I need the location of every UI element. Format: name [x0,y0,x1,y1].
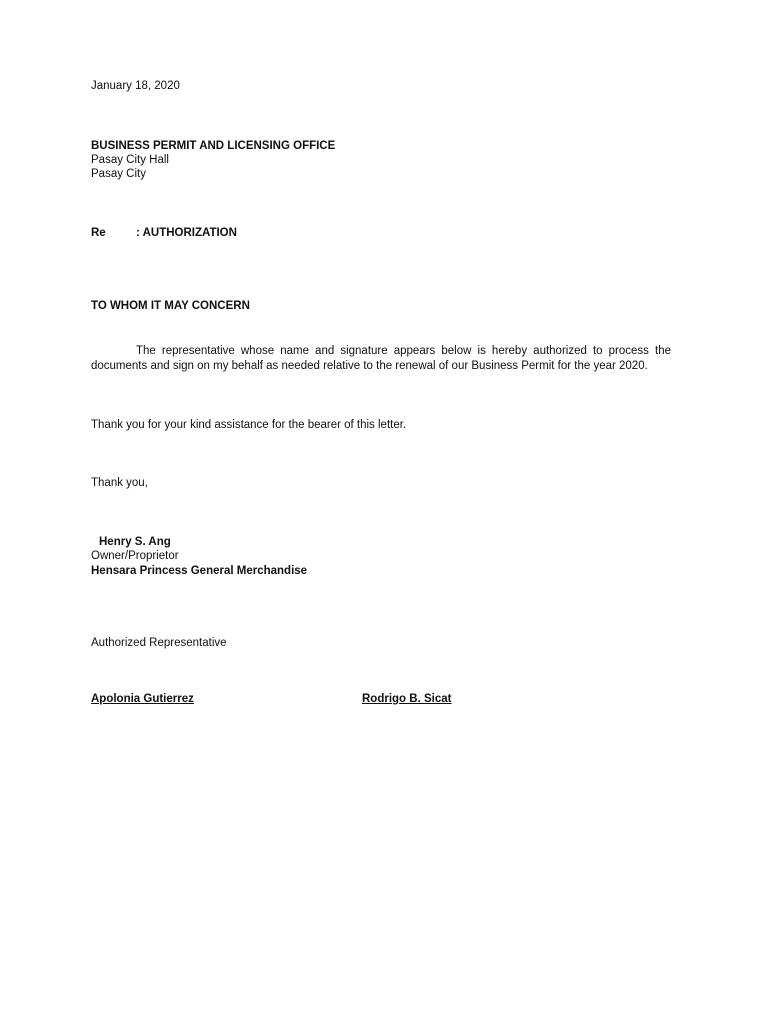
recipient-address-line2: Pasay City [91,168,146,180]
signatory-company: Hensara Princess General Merchandise [91,565,308,577]
re-subject: : AUTHORIZATION [136,227,237,239]
recipient-address-line1: Pasay City Hall [91,154,169,166]
representative-name: Rodrigo B. Sicat [362,693,452,705]
closing: Thank you, [91,477,148,489]
letter-date: January 18, 2020 [91,80,180,92]
thanks-line: Thank you for your kind assistance for the bearer of this letter. [91,419,407,431]
signatory-name: Henry S. Ang [99,536,171,548]
re-label: Re [91,227,106,239]
recipient-office: BUSINESS PERMIT AND LICENSING OFFICE [91,140,336,152]
signatory-title: Owner/Proprietor [91,550,179,562]
representative-name: Apolonia Gutierrez [91,693,194,705]
salutation: TO WHOM IT MAY CONCERN [91,300,250,312]
representatives-heading: Authorized Representative [91,637,227,649]
body-paragraph: The representative whose name and signature appears below is hereby authorized to process the documents and sign on my behalf as needed relative to the renewal of our Business Permit for the year 2020. [91,345,671,372]
